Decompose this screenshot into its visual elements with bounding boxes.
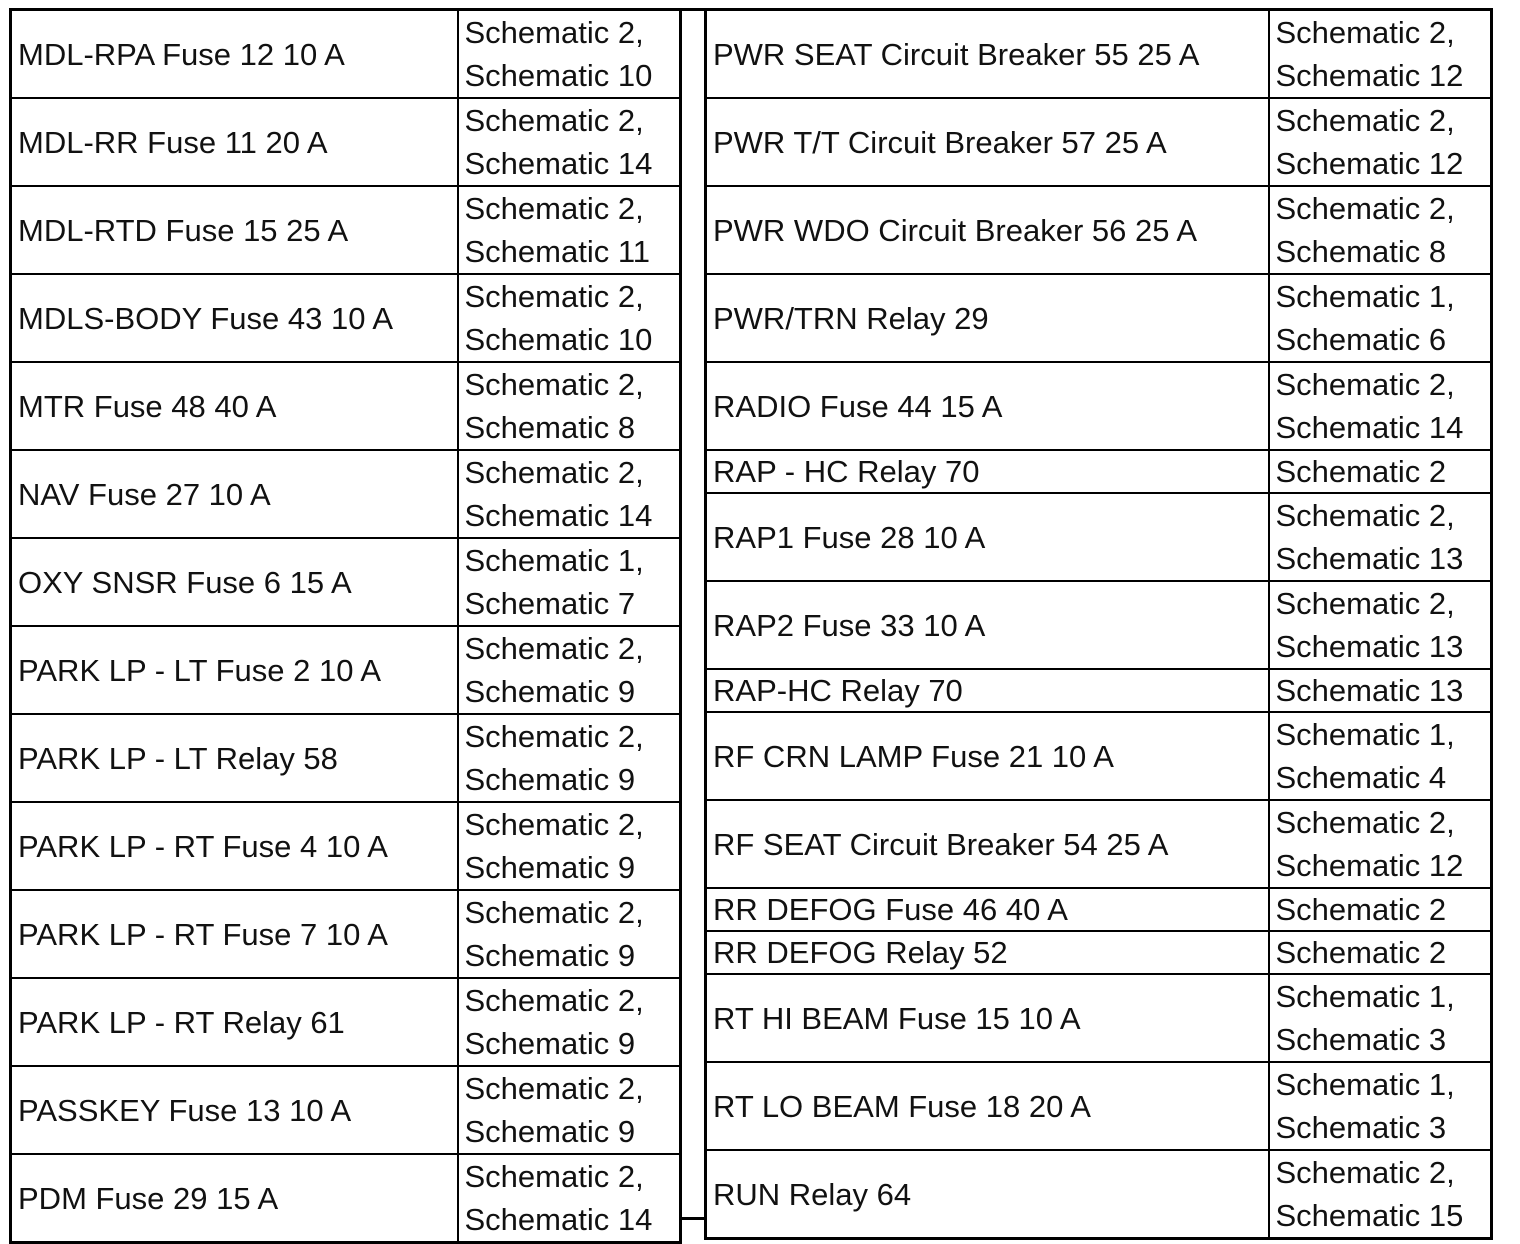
table-row xyxy=(11,362,681,450)
schematic-ref[interactable]: Schematic 8 xyxy=(1275,234,1447,269)
schematic-ref[interactable]: Schematic 13 xyxy=(1275,673,1464,708)
schematic-ref[interactable]: Schematic 9 xyxy=(464,850,636,885)
schematic-ref-cell xyxy=(1269,274,1492,362)
schematic-ref[interactable]: Schematic 11 xyxy=(464,234,651,269)
table-row xyxy=(706,1150,1492,1239)
schematic-ref[interactable]: Schematic 1, xyxy=(464,543,644,578)
component-cell: PWR/TRN Relay 29 xyxy=(706,274,1269,362)
schematic-ref-cell xyxy=(458,978,681,1066)
component-cell: MDL-RR Fuse 11 20 A xyxy=(11,98,458,186)
schematic-ref-cell xyxy=(458,802,681,890)
schematic-ref[interactable]: Schematic 10 xyxy=(464,58,653,93)
table-row xyxy=(706,362,1492,450)
table-row xyxy=(706,931,1492,974)
component-cell: MDL-RTD Fuse 15 25 A xyxy=(11,186,458,274)
schematic-ref[interactable]: Schematic 1, xyxy=(1275,279,1455,314)
schematic-ref[interactable]: Schematic 2, xyxy=(464,103,644,138)
schematic-ref-cell xyxy=(1269,493,1492,581)
component-cell: RAP-HC Relay 70 xyxy=(706,669,1269,712)
schematic-ref[interactable]: Schematic 2, xyxy=(1275,805,1455,840)
component-cell: PARK LP - RT Relay 61 xyxy=(11,978,458,1066)
schematic-ref-cell xyxy=(458,538,681,626)
schematic-ref-cell xyxy=(1269,450,1492,493)
table-row xyxy=(706,1062,1492,1150)
component-cell: MDLS-BODY Fuse 43 10 A xyxy=(11,274,458,362)
schematic-ref[interactable]: Schematic 1, xyxy=(1275,979,1455,1014)
schematic-ref[interactable]: Schematic 2, xyxy=(1275,103,1455,138)
component-cell: MDL-RPA Fuse 12 10 A xyxy=(11,10,458,99)
component-cell: RR DEFOG Fuse 46 40 A xyxy=(706,888,1269,931)
table-row xyxy=(11,98,681,186)
table-row xyxy=(706,98,1492,186)
table-row xyxy=(11,802,681,890)
schematic-ref[interactable]: Schematic 9 xyxy=(464,674,636,709)
table-row xyxy=(11,450,681,538)
table-row xyxy=(706,10,1492,99)
schematic-ref[interactable]: Schematic 14 xyxy=(464,146,653,181)
schematic-ref-cell xyxy=(458,186,681,274)
component-cell: NAV Fuse 27 10 A xyxy=(11,450,458,538)
schematic-ref-cell xyxy=(1269,98,1492,186)
schematic-ref-cell xyxy=(1269,1150,1492,1239)
component-cell: PARK LP - RT Fuse 7 10 A xyxy=(11,890,458,978)
component-cell: RUN Relay 64 xyxy=(706,1150,1269,1239)
schematic-ref-cell xyxy=(458,1154,681,1243)
component-cell: PARK LP - RT Fuse 4 10 A xyxy=(11,802,458,890)
schematic-ref[interactable]: Schematic 2, xyxy=(464,1071,644,1106)
schematic-ref-cell xyxy=(1269,800,1492,888)
schematic-ref[interactable]: Schematic 2 xyxy=(1275,454,1447,489)
schematic-ref-cell xyxy=(458,890,681,978)
schematic-ref[interactable]: Schematic 2, xyxy=(464,983,644,1018)
component-cell: RF SEAT Circuit Breaker 54 25 A xyxy=(706,800,1269,888)
component-cell: MTR Fuse 48 40 A xyxy=(11,362,458,450)
schematic-ref[interactable]: Schematic 2, xyxy=(1275,586,1455,621)
schematic-ref[interactable]: Schematic 1, xyxy=(1275,1067,1455,1102)
schematic-ref[interactable]: Schematic 12 xyxy=(1275,146,1464,181)
schematic-ref-cell xyxy=(1269,581,1492,669)
component-cell: RT LO BEAM Fuse 18 20 A xyxy=(706,1062,1269,1150)
schematic-ref-cell xyxy=(1269,931,1492,974)
table-row xyxy=(11,626,681,714)
schematic-ref[interactable]: Schematic 14 xyxy=(1275,410,1464,445)
schematic-ref-cell xyxy=(458,10,681,99)
component-cell: RR DEFOG Relay 52 xyxy=(706,931,1269,974)
schematic-ref[interactable]: Schematic 2, xyxy=(464,631,644,666)
schematic-ref-cell xyxy=(1269,362,1492,450)
schematic-ref[interactable]: Schematic 13 xyxy=(1275,629,1464,664)
schematic-ref[interactable]: Schematic 2, xyxy=(1275,367,1455,402)
schematic-ref[interactable]: Schematic 2, xyxy=(464,367,644,402)
schematic-ref[interactable]: Schematic 2, xyxy=(1275,1155,1455,1190)
table-row xyxy=(11,1154,681,1243)
table-row xyxy=(706,581,1492,669)
table-row xyxy=(11,714,681,802)
schematic-ref[interactable]: Schematic 3 xyxy=(1275,1110,1447,1145)
schematic-ref[interactable]: Schematic 2, xyxy=(464,719,644,754)
schematic-ref[interactable]: Schematic 13 xyxy=(1275,541,1464,576)
table-row xyxy=(706,974,1492,1062)
schematic-ref-cell xyxy=(1269,888,1492,931)
schematic-ref-cell xyxy=(1269,712,1492,800)
table-row xyxy=(11,538,681,626)
schematic-ref[interactable]: Schematic 8 xyxy=(464,410,636,445)
schematic-ref[interactable]: Schematic 10 xyxy=(464,322,653,357)
schematic-ref[interactable]: Schematic 2 xyxy=(1275,892,1447,927)
schematic-ref[interactable]: Schematic 1, xyxy=(1275,717,1455,752)
schematic-ref[interactable]: Schematic 4 xyxy=(1275,760,1447,795)
component-cell: PARK LP - LT Relay 58 xyxy=(11,714,458,802)
schematic-ref-cell xyxy=(1269,669,1492,712)
table-row xyxy=(706,450,1492,493)
table-row xyxy=(11,10,681,99)
schematic-ref-cell xyxy=(1269,186,1492,274)
component-cell: RADIO Fuse 44 15 A xyxy=(706,362,1269,450)
table-row xyxy=(11,274,681,362)
schematic-ref[interactable]: Schematic 7 xyxy=(464,586,636,621)
component-cell: PDM Fuse 29 15 A xyxy=(11,1154,458,1243)
component-cell: PWR WDO Circuit Breaker 56 25 A xyxy=(706,186,1269,274)
component-cell: RAP1 Fuse 28 10 A xyxy=(706,493,1269,581)
schematic-ref-cell xyxy=(458,714,681,802)
table-row xyxy=(11,186,681,274)
table-row xyxy=(706,274,1492,362)
schematic-ref[interactable]: Schematic 9 xyxy=(464,762,636,797)
table-row xyxy=(11,890,681,978)
schematic-ref[interactable]: Schematic 15 xyxy=(1275,1198,1464,1233)
schematic-ref-cell xyxy=(458,98,681,186)
schematic-ref-cell xyxy=(1269,974,1492,1062)
left-index-table xyxy=(9,8,682,1244)
table-row xyxy=(706,712,1492,800)
right-index-table xyxy=(704,8,1493,1240)
component-cell: PASSKEY Fuse 13 10 A xyxy=(11,1066,458,1154)
schematic-ref-cell xyxy=(1269,10,1492,99)
schematic-ref[interactable]: Schematic 12 xyxy=(1275,848,1464,883)
schematic-ref-cell xyxy=(458,450,681,538)
schematic-ref[interactable]: Schematic 2, xyxy=(1275,191,1455,226)
component-cell: RF CRN LAMP Fuse 21 10 A xyxy=(706,712,1269,800)
schematic-ref[interactable]: Schematic 2, xyxy=(464,895,644,930)
schematic-ref-cell xyxy=(458,1066,681,1154)
component-cell: RAP - HC Relay 70 xyxy=(706,450,1269,493)
table-row xyxy=(11,978,681,1066)
schematic-ref[interactable]: Schematic 9 xyxy=(464,1026,636,1061)
schematic-ref-cell xyxy=(1269,1062,1492,1150)
schematic-ref-cell xyxy=(458,362,681,450)
column-gap xyxy=(679,8,704,1220)
component-cell: PARK LP - LT Fuse 2 10 A xyxy=(11,626,458,714)
schematic-ref[interactable]: Schematic 14 xyxy=(464,1202,653,1237)
schematic-ref[interactable]: Schematic 2, xyxy=(464,1159,644,1194)
schematic-ref[interactable]: Schematic 9 xyxy=(464,1114,636,1149)
table-row xyxy=(706,669,1492,712)
table-row xyxy=(706,186,1492,274)
schematic-ref[interactable]: Schematic 3 xyxy=(1275,1022,1447,1057)
schematic-ref[interactable]: Schematic 2, xyxy=(464,191,644,226)
schematic-ref[interactable]: Schematic 12 xyxy=(1275,58,1464,93)
schematic-ref[interactable]: Schematic 9 xyxy=(464,938,636,973)
table-row xyxy=(706,493,1492,581)
schematic-ref-cell xyxy=(458,626,681,714)
table-row xyxy=(706,888,1492,931)
component-cell: RAP2 Fuse 33 10 A xyxy=(706,581,1269,669)
schematic-ref[interactable]: Schematic 2, xyxy=(464,279,644,314)
component-cell: RT HI BEAM Fuse 15 10 A xyxy=(706,974,1269,1062)
table-row xyxy=(11,1066,681,1154)
schematic-ref[interactable]: Schematic 2, xyxy=(464,807,644,842)
schematic-ref[interactable]: Schematic 2, xyxy=(464,15,644,50)
schematic-ref[interactable]: Schematic 2, xyxy=(464,455,644,490)
schematic-ref[interactable]: Schematic 2 xyxy=(1275,935,1447,970)
component-cell: PWR T/T Circuit Breaker 57 25 A xyxy=(706,98,1269,186)
schematic-ref[interactable]: Schematic 2, xyxy=(1275,15,1455,50)
schematic-ref[interactable]: Schematic 2, xyxy=(1275,498,1455,533)
table-row xyxy=(706,800,1492,888)
component-cell: OXY SNSR Fuse 6 15 A xyxy=(11,538,458,626)
schematic-ref-cell xyxy=(458,274,681,362)
schematic-ref[interactable]: Schematic 6 xyxy=(1275,322,1447,357)
component-cell: PWR SEAT Circuit Breaker 55 25 A xyxy=(706,10,1269,99)
schematic-ref[interactable]: Schematic 14 xyxy=(464,498,653,533)
